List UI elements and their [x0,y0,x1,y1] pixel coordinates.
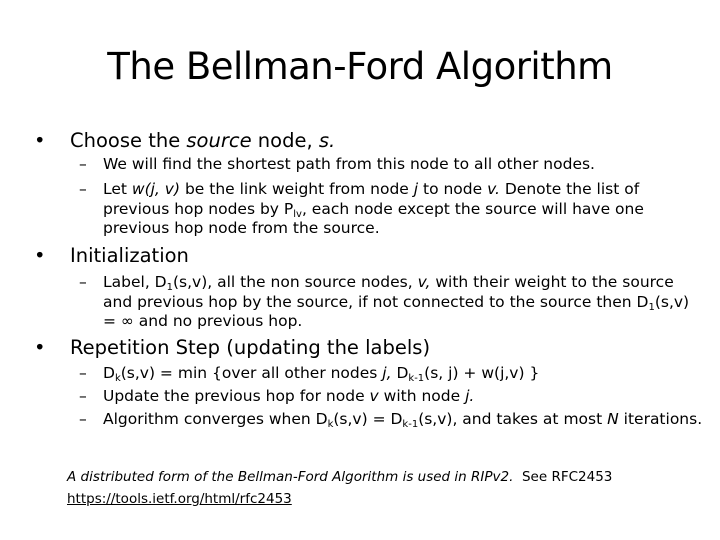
dash-marker: – [79,410,87,428]
dash-marker: – [79,364,87,382]
sub-bullet-text: We will find the shortest path from this node to all other nodes. [103,155,595,173]
bullet-text: Choose the source node, s. [70,129,336,152]
sub-bullet-text: Update the previous hop for node v with node j. [103,387,475,405]
footer-rfc-text: See RFC2453 [513,469,613,485]
slide-title: The Bellman-Ford Algorithm [107,45,613,88]
footer-note [67,466,612,488]
bullet-text: Repetition Step (updating the labels) [70,336,431,359]
rfc-link[interactable]: https://tools.ietf.org/html/rfc2453 [67,491,292,507]
bullet-marker: • [34,336,46,359]
sub-bullet-text: Label, $D_1(s,v)$, all the non source nodes, v, with their weight to the source and previous hop by the source, if not connected to the source then $D_1(s,v)$ = ∞ and no previous hop. [103,273,690,330]
bullet-marker: • [34,129,46,152]
dash-marker: – [79,155,87,173]
dash-marker: – [79,273,87,291]
dash-marker: – [79,180,87,198]
sub-bullet-text: Let w(j, v) be the link weight from node j to node v. Denote the list of previous hop nodes by $P_{lv}$, each node except the source will have one previous hop node from the source. [103,180,644,237]
bullet-text: Initialization [70,244,189,267]
footer-italic-text: A distributed form of the Bellman-Ford Algorithm is used in RIPv2. [67,469,514,485]
sub-bullet-text: $D_k(s,v) = \min$ {over all other nodes j, $D_{k-1}(s$, j) + w(j,v) } [103,364,540,384]
bullet-marker: • [34,244,46,267]
dash-marker: – [79,387,87,405]
footer-link-line [67,488,292,510]
sub-bullet-text: Algorithm converges when $D_k(s,v) = D_{k-1}(s,v)$, and takes at most N iterations. [103,410,703,430]
